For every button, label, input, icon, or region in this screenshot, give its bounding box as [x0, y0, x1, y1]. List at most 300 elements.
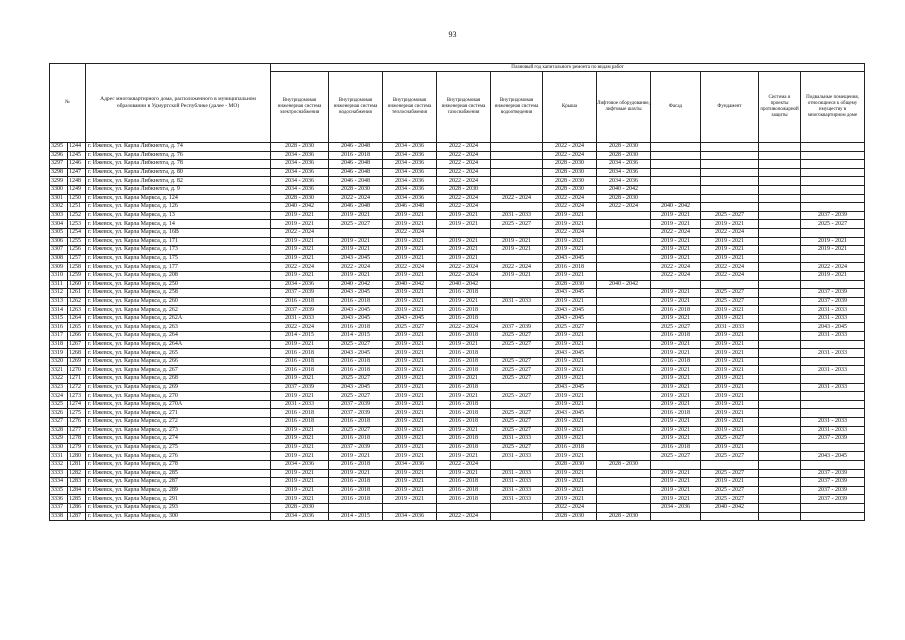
row-address: г. Ижевск, ул. Карла Маркса, д. 260 — [86, 297, 271, 306]
row-year-cell: 2019 - 2021 — [383, 383, 437, 392]
row-year-cell — [759, 306, 801, 315]
row-address: г. Ижевск, ул. Карла Маркса, д. 173 — [86, 246, 271, 255]
table-row — [50, 383, 865, 392]
table-row — [50, 426, 865, 435]
table-row — [50, 392, 865, 401]
row-year-cell — [759, 314, 801, 323]
row-year-cell: 2019 - 2021 — [701, 366, 759, 375]
row-local-number: 1249 — [68, 185, 86, 194]
table-row — [50, 306, 865, 315]
row-year-cell: 2043 - 2045 — [329, 383, 383, 392]
row-year-cell: 2019 - 2021 — [651, 340, 701, 349]
row-year-cell: 2019 - 2021 — [491, 237, 543, 246]
row-year-cell — [801, 194, 865, 203]
row-year-cell — [597, 271, 651, 280]
row-year-cell: 2019 - 2021 — [543, 211, 597, 220]
row-year-cell: 2031 - 2033 — [701, 323, 759, 332]
row-year-cell: 2019 - 2021 — [437, 237, 491, 246]
row-year-cell: 2019 - 2021 — [651, 366, 701, 375]
row-year-cell: 2025 - 2027 — [491, 375, 543, 384]
row-year-cell: 2019 - 2021 — [383, 495, 437, 504]
row-year-cell: 2025 - 2027 — [491, 340, 543, 349]
row-year-cell: 2046 - 2048 — [329, 177, 383, 186]
row-local-number: 1282 — [68, 469, 86, 478]
row-year-cell — [801, 185, 865, 194]
row-year-cell: 2019 - 2021 — [543, 246, 597, 255]
row-year-cell: 2019 - 2021 — [383, 443, 437, 452]
row-year-cell: 2031 - 2033 — [801, 349, 865, 358]
row-year-cell: 2019 - 2021 — [651, 254, 701, 263]
row-year-cell: 2028 - 2030 — [543, 460, 597, 469]
row-year-cell: 2022 - 2024 — [329, 263, 383, 272]
row-year-cell: 2028 - 2030 — [543, 160, 597, 169]
row-year-cell: 2019 - 2021 — [329, 246, 383, 255]
table-row — [50, 271, 865, 280]
row-year-cell — [597, 392, 651, 401]
row-number: 3313 — [50, 297, 68, 306]
row-year-cell — [491, 168, 543, 177]
row-year-cell — [759, 254, 801, 263]
row-year-cell: 2025 - 2027 — [701, 297, 759, 306]
row-year-cell — [651, 460, 701, 469]
row-address: г. Ижевск, ул. Карла Маркса, д. 285 — [86, 469, 271, 478]
row-year-cell: 2043 - 2045 — [801, 323, 865, 332]
row-year-cell: 2019 - 2021 — [543, 357, 597, 366]
row-year-cell: 2025 - 2027 — [383, 323, 437, 332]
row-address: г. Ижевск, ул. Карла Маркса, д. 177 — [86, 263, 271, 272]
row-year-cell: 2025 - 2027 — [651, 452, 701, 461]
row-year-cell: 2019 - 2021 — [383, 246, 437, 255]
row-year-cell: 2019 - 2021 — [329, 211, 383, 220]
row-local-number: 1287 — [68, 512, 86, 521]
row-year-cell — [801, 203, 865, 212]
row-year-cell: 2034 - 2036 — [597, 177, 651, 186]
row-year-cell: 2016 - 2018 — [329, 357, 383, 366]
row-year-cell: 2019 - 2021 — [437, 254, 491, 263]
row-year-cell: 2022 - 2024 — [543, 228, 597, 237]
row-year-cell — [801, 512, 865, 521]
row-year-cell: 2014 - 2015 — [329, 332, 383, 341]
row-year-cell: 2019 - 2021 — [491, 246, 543, 255]
row-local-number: 1260 — [68, 280, 86, 289]
row-year-cell: 2028 - 2030 — [543, 177, 597, 186]
row-year-cell: 2019 - 2021 — [701, 357, 759, 366]
row-year-cell: 2019 - 2021 — [271, 254, 329, 263]
row-year-cell — [597, 426, 651, 435]
table-row — [50, 357, 865, 366]
row-year-cell — [759, 289, 801, 298]
row-number: 3325 — [50, 400, 68, 409]
row-local-number: 1270 — [68, 366, 86, 375]
row-year-cell: 2016 - 2018 — [329, 435, 383, 444]
row-year-cell — [759, 194, 801, 203]
row-year-cell: 2016 - 2018 — [437, 495, 491, 504]
row-address: г. Ижевск, ул. Карла Маркса, д. 250 — [86, 280, 271, 289]
row-year-cell: 2019 - 2021 — [701, 400, 759, 409]
row-year-cell: 2043 - 2045 — [543, 383, 597, 392]
row-year-cell — [597, 400, 651, 409]
row-local-number: 1263 — [68, 306, 86, 315]
table-row — [50, 203, 865, 212]
row-address: г. Ижевск, ул. Карла Маркса, д. 273 — [86, 426, 271, 435]
table-row — [50, 297, 865, 306]
row-year-cell — [759, 435, 801, 444]
row-year-cell — [597, 375, 651, 384]
row-year-cell — [759, 332, 801, 341]
row-number: 3301 — [50, 194, 68, 203]
row-year-cell: 2025 - 2027 — [701, 435, 759, 444]
row-number: 3334 — [50, 478, 68, 487]
row-year-cell: 2016 - 2018 — [329, 323, 383, 332]
row-year-cell: 2022 - 2024 — [383, 263, 437, 272]
row-year-cell: 2016 - 2018 — [437, 357, 491, 366]
row-number: 3300 — [50, 185, 68, 194]
row-year-cell: 2043 - 2045 — [543, 306, 597, 315]
row-year-cell: 2022 - 2024 — [491, 263, 543, 272]
row-local-number: 1255 — [68, 237, 86, 246]
row-local-number: 1266 — [68, 332, 86, 341]
row-local-number: 1267 — [68, 340, 86, 349]
row-year-cell: 2040 - 2042 — [597, 185, 651, 194]
row-year-cell — [759, 426, 801, 435]
row-year-cell: 2025 - 2027 — [491, 366, 543, 375]
row-year-cell: 2025 - 2027 — [491, 418, 543, 427]
row-address: г. Ижевск, ул. Карла Маркса, д. 278 — [86, 460, 271, 469]
row-local-number: 1261 — [68, 289, 86, 298]
row-year-cell: 2025 - 2027 — [329, 426, 383, 435]
row-address: г. Ижевск, ул. Карла Маркса, д. 270А — [86, 400, 271, 409]
row-number: 3302 — [50, 203, 68, 212]
row-year-cell: 2034 - 2036 — [383, 185, 437, 194]
row-year-cell — [597, 435, 651, 444]
row-year-cell — [597, 254, 651, 263]
row-year-cell: 2019 - 2021 — [651, 349, 701, 358]
row-year-cell: 2019 - 2021 — [701, 383, 759, 392]
row-year-cell — [329, 228, 383, 237]
row-year-cell: 2031 - 2033 — [491, 297, 543, 306]
row-year-cell — [759, 366, 801, 375]
row-address: г. Ижевск, ул. Карла Маркса, д. 267 — [86, 366, 271, 375]
row-year-cell — [759, 512, 801, 521]
row-year-cell: 2019 - 2021 — [383, 435, 437, 444]
row-year-cell: 2022 - 2024 — [437, 177, 491, 186]
row-year-cell — [801, 460, 865, 469]
row-year-cell — [759, 478, 801, 487]
row-year-cell: 2031 - 2033 — [801, 332, 865, 341]
row-year-cell: 2016 - 2018 — [271, 366, 329, 375]
row-year-cell: 2019 - 2021 — [383, 349, 437, 358]
row-year-cell: 2031 - 2033 — [801, 366, 865, 375]
row-local-number: 1264 — [68, 314, 86, 323]
row-year-cell: 2016 - 2018 — [437, 383, 491, 392]
row-number: 3326 — [50, 409, 68, 418]
row-year-cell: 2025 - 2027 — [329, 392, 383, 401]
row-year-cell: 2019 - 2021 — [383, 486, 437, 495]
row-year-cell — [491, 383, 543, 392]
row-year-cell: 2019 - 2021 — [701, 443, 759, 452]
row-year-cell — [651, 168, 701, 177]
row-year-cell: 2037 - 2039 — [271, 383, 329, 392]
row-number: 3314 — [50, 306, 68, 315]
row-year-cell: 2019 - 2021 — [651, 418, 701, 427]
row-year-cell: 2037 - 2039 — [801, 211, 865, 220]
row-number: 3316 — [50, 323, 68, 332]
row-year-cell: 2016 - 2018 — [437, 306, 491, 315]
row-year-cell: 2019 - 2021 — [543, 495, 597, 504]
row-year-cell: 2034 - 2036 — [271, 168, 329, 177]
row-year-cell: 2016 - 2018 — [437, 435, 491, 444]
row-year-cell: 2019 - 2021 — [651, 297, 701, 306]
row-year-cell — [651, 194, 701, 203]
row-address: г. Ижевск, ул. Карла Маркса, д. 13 — [86, 211, 271, 220]
row-year-cell: 2016 - 2018 — [651, 443, 701, 452]
row-year-cell — [759, 486, 801, 495]
row-local-number: 1244 — [68, 143, 86, 152]
row-year-cell: 2016 - 2018 — [437, 409, 491, 418]
row-number: 3296 — [50, 151, 68, 160]
row-year-cell: 2016 - 2018 — [329, 486, 383, 495]
row-number: 3303 — [50, 211, 68, 220]
row-local-number: 1279 — [68, 443, 86, 452]
row-year-cell: 2022 - 2024 — [437, 460, 491, 469]
row-year-cell: 2019 - 2021 — [701, 246, 759, 255]
table-row — [50, 151, 865, 160]
row-year-cell: 2019 - 2021 — [651, 237, 701, 246]
row-year-cell — [651, 512, 701, 521]
row-year-cell: 2034 - 2036 — [271, 160, 329, 169]
row-local-number: 1247 — [68, 168, 86, 177]
row-local-number: 1274 — [68, 400, 86, 409]
row-year-cell: 2034 - 2036 — [271, 151, 329, 160]
row-year-cell: 2019 - 2021 — [437, 297, 491, 306]
row-year-cell — [759, 211, 801, 220]
row-year-cell: 2025 - 2027 — [543, 323, 597, 332]
row-year-cell: 2022 - 2024 — [651, 271, 701, 280]
row-number: 3295 — [50, 143, 68, 152]
row-year-cell: 2031 - 2033 — [491, 486, 543, 495]
row-year-cell — [759, 246, 801, 255]
row-year-cell: 2019 - 2021 — [383, 452, 437, 461]
row-year-cell — [491, 400, 543, 409]
row-year-cell — [801, 357, 865, 366]
header-column: Подвальные помещения, относящиеся к общему имуществу в многоквартирном доме — [801, 72, 865, 143]
row-year-cell: 2019 - 2021 — [543, 452, 597, 461]
row-number: 3312 — [50, 289, 68, 298]
row-year-cell — [759, 460, 801, 469]
row-year-cell: 2016 - 2018 — [329, 366, 383, 375]
row-year-cell: 2019 - 2021 — [701, 237, 759, 246]
row-year-cell: 2019 - 2021 — [383, 297, 437, 306]
row-year-cell: 2019 - 2021 — [543, 340, 597, 349]
row-year-cell — [759, 375, 801, 384]
row-year-cell — [759, 495, 801, 504]
row-year-cell: 2019 - 2021 — [543, 418, 597, 427]
row-year-cell: 2019 - 2021 — [651, 220, 701, 229]
row-year-cell — [801, 143, 865, 152]
table-body — [50, 143, 865, 521]
row-year-cell: 2016 - 2018 — [543, 443, 597, 452]
row-year-cell — [651, 160, 701, 169]
row-year-cell — [491, 151, 543, 160]
header-column: Внутридомовая инженерная система электроснабжения — [271, 72, 329, 143]
row-year-cell: 2019 - 2021 — [437, 469, 491, 478]
table-row — [50, 512, 865, 521]
row-address: г. Ижевск, ул. Карла Либкнехта, д. 78 — [86, 160, 271, 169]
row-year-cell — [597, 349, 651, 358]
row-year-cell: 2031 - 2033 — [491, 478, 543, 487]
row-year-cell: 2025 - 2027 — [329, 375, 383, 384]
row-year-cell: 2016 - 2018 — [271, 349, 329, 358]
row-year-cell: 2031 - 2033 — [271, 314, 329, 323]
row-local-number: 1285 — [68, 495, 86, 504]
row-year-cell: 2022 - 2024 — [329, 194, 383, 203]
table-row — [50, 220, 865, 229]
row-year-cell — [701, 280, 759, 289]
row-year-cell: 2019 - 2021 — [651, 246, 701, 255]
row-year-cell: 2019 - 2021 — [801, 246, 865, 255]
row-year-cell: 2019 - 2021 — [543, 332, 597, 341]
row-year-cell — [759, 340, 801, 349]
row-local-number: 1275 — [68, 409, 86, 418]
row-year-cell — [701, 168, 759, 177]
row-year-cell: 2046 - 2048 — [329, 168, 383, 177]
row-year-cell — [491, 254, 543, 263]
row-year-cell: 2034 - 2036 — [597, 168, 651, 177]
row-year-cell: 2016 - 2018 — [543, 263, 597, 272]
row-address: г. Ижевск, ул. Карла Либкнехта, д. 9 — [86, 185, 271, 194]
row-year-cell: 2022 - 2024 — [437, 194, 491, 203]
row-year-cell — [491, 503, 543, 512]
row-year-cell: 2034 - 2036 — [651, 503, 701, 512]
row-year-cell — [759, 203, 801, 212]
row-year-cell — [491, 160, 543, 169]
row-year-cell: 2019 - 2021 — [329, 469, 383, 478]
row-year-cell — [491, 460, 543, 469]
row-address: г. Ижевск, ул. Карла Маркса, д. 175 — [86, 254, 271, 263]
row-year-cell — [437, 503, 491, 512]
row-year-cell: 2019 - 2021 — [543, 220, 597, 229]
row-year-cell: 2019 - 2021 — [383, 254, 437, 263]
row-local-number: 1286 — [68, 503, 86, 512]
row-year-cell: 2037 - 2039 — [491, 323, 543, 332]
row-year-cell: 2019 - 2021 — [651, 314, 701, 323]
row-number: 3333 — [50, 469, 68, 478]
row-year-cell: 2037 - 2039 — [801, 469, 865, 478]
row-year-cell — [597, 478, 651, 487]
row-year-cell: 2019 - 2021 — [383, 357, 437, 366]
row-year-cell: 2022 - 2024 — [437, 323, 491, 332]
row-year-cell: 2022 - 2024 — [271, 323, 329, 332]
row-year-cell — [801, 400, 865, 409]
row-year-cell — [651, 177, 701, 186]
row-year-cell: 2019 - 2021 — [651, 478, 701, 487]
table-row — [50, 349, 865, 358]
row-year-cell: 2037 - 2039 — [801, 435, 865, 444]
row-year-cell: 2046 - 2048 — [329, 203, 383, 212]
table-row — [50, 366, 865, 375]
row-year-cell: 2019 - 2021 — [543, 237, 597, 246]
row-year-cell: 2019 - 2021 — [271, 220, 329, 229]
row-year-cell: 2019 - 2021 — [701, 314, 759, 323]
row-year-cell: 2037 - 2039 — [271, 289, 329, 298]
row-year-cell — [759, 400, 801, 409]
row-year-cell: 2022 - 2024 — [437, 151, 491, 160]
row-year-cell: 2034 - 2036 — [271, 185, 329, 194]
row-year-cell: 2025 - 2027 — [491, 220, 543, 229]
row-address: г. Ижевск, ул. Карла Маркса, д. 262 — [86, 306, 271, 315]
row-year-cell: 2019 - 2021 — [701, 254, 759, 263]
row-year-cell — [801, 168, 865, 177]
row-local-number: 1281 — [68, 460, 86, 469]
row-year-cell: 2019 - 2021 — [383, 366, 437, 375]
row-year-cell: 2019 - 2021 — [271, 452, 329, 461]
row-year-cell: 2019 - 2021 — [437, 392, 491, 401]
row-year-cell: 2025 - 2027 — [491, 357, 543, 366]
table-row — [50, 503, 865, 512]
row-year-cell: 2046 - 2048 — [329, 143, 383, 152]
row-year-cell: 2037 - 2039 — [329, 443, 383, 452]
row-year-cell — [801, 409, 865, 418]
row-year-cell: 2028 - 2030 — [271, 194, 329, 203]
row-year-cell: 2025 - 2027 — [701, 211, 759, 220]
row-number: 3309 — [50, 263, 68, 272]
row-address: г. Ижевск, ул. Карла Маркса, д. 276 — [86, 452, 271, 461]
row-address: г. Ижевск, ул. Карла Маркса, д. 263 — [86, 323, 271, 332]
row-year-cell: 2025 - 2027 — [701, 452, 759, 461]
table-row — [50, 246, 865, 255]
row-year-cell: 2016 - 2018 — [651, 409, 701, 418]
row-number: 3322 — [50, 375, 68, 384]
header-num: № — [50, 64, 86, 143]
row-year-cell: 2019 - 2021 — [651, 426, 701, 435]
row-year-cell: 2019 - 2021 — [801, 271, 865, 280]
row-local-number: 1256 — [68, 246, 86, 255]
row-year-cell — [491, 349, 543, 358]
row-year-cell — [759, 392, 801, 401]
row-year-cell: 2022 - 2024 — [491, 194, 543, 203]
row-year-cell: 2031 - 2033 — [491, 469, 543, 478]
row-year-cell: 2025 - 2027 — [491, 332, 543, 341]
row-year-cell — [759, 418, 801, 427]
row-year-cell — [597, 306, 651, 315]
row-address: г. Ижевск, ул. Карла Маркса, д. 264 — [86, 332, 271, 341]
row-year-cell: 2043 - 2045 — [329, 349, 383, 358]
row-year-cell — [759, 452, 801, 461]
row-year-cell: 2019 - 2021 — [271, 271, 329, 280]
row-year-cell: 2019 - 2021 — [271, 478, 329, 487]
row-year-cell — [801, 375, 865, 384]
row-year-cell — [759, 228, 801, 237]
row-year-cell: 2019 - 2021 — [651, 486, 701, 495]
row-local-number: 1272 — [68, 383, 86, 392]
row-year-cell: 2019 - 2021 — [701, 349, 759, 358]
row-year-cell — [597, 452, 651, 461]
row-year-cell — [701, 460, 759, 469]
row-year-cell — [491, 289, 543, 298]
row-year-cell — [651, 143, 701, 152]
row-year-cell: 2043 - 2045 — [329, 254, 383, 263]
row-year-cell: 2019 - 2021 — [383, 340, 437, 349]
row-year-cell: 2019 - 2021 — [383, 306, 437, 315]
table-row — [50, 194, 865, 203]
row-address: г. Ижевск, ул. Карла Либкнехта, д. 74 — [86, 143, 271, 152]
row-year-cell: 2019 - 2021 — [383, 211, 437, 220]
row-year-cell: 2019 - 2021 — [651, 435, 701, 444]
row-local-number: 1269 — [68, 357, 86, 366]
row-year-cell — [597, 366, 651, 375]
row-year-cell: 2019 - 2021 — [437, 426, 491, 435]
row-year-cell: 2022 - 2024 — [437, 512, 491, 521]
